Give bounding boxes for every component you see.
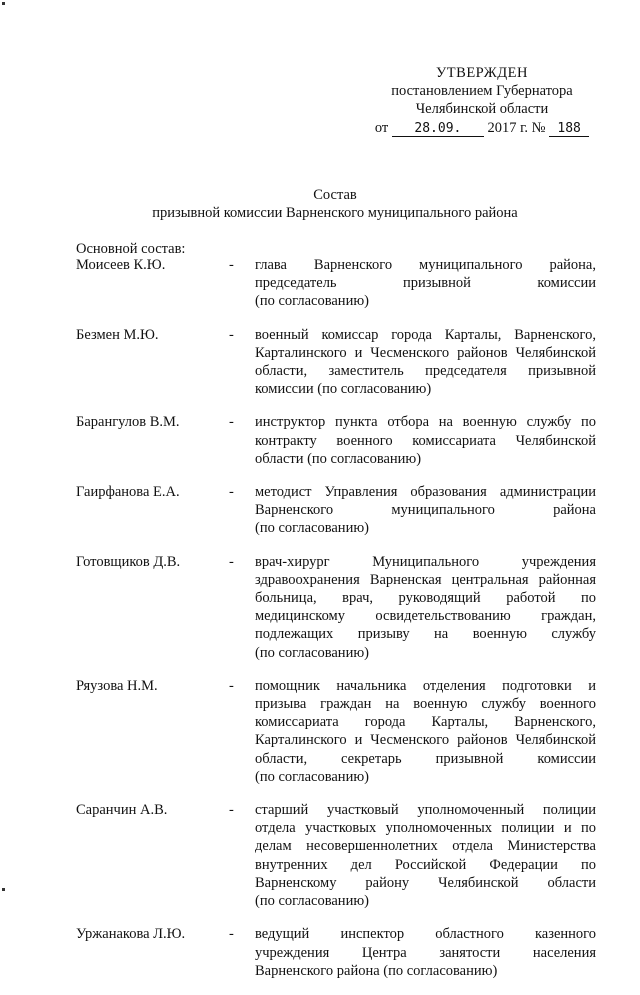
member-role-line: больница, врач, руководящий работой по — [255, 590, 596, 607]
member-role-line: призыва граждан на военную службу военного — [255, 696, 596, 713]
member-dash: - — [229, 257, 234, 273]
member-role-line: внутренних дел Российской Федерации по — [255, 856, 596, 873]
decree-number: 188 — [549, 121, 589, 137]
member-row — [76, 256, 596, 311]
member-role-line: области, заместитель председателя призывной — [255, 363, 596, 380]
member-role-line: комиссии (по согласованию) — [255, 381, 432, 398]
member-dash: - — [229, 484, 234, 501]
member-row — [76, 925, 596, 980]
approval-title: УТВЕРЖДЕН — [436, 65, 528, 81]
member-name: Готовщиков Д.В. — [76, 553, 181, 570]
document-subtitle: призывной комиссии Варненского муниципального района — [152, 205, 518, 222]
member-role-line: Варненского района (по согласованию) — [255, 962, 498, 979]
member-role-line: военный комиссар города Карталы, Варненского, — [255, 326, 596, 343]
member-role — [255, 326, 596, 399]
member-role — [255, 413, 596, 468]
year-text: 2017 г. № — [487, 119, 546, 136]
member-role-line: методист Управления образования администрации — [255, 484, 596, 501]
member-dash: - — [229, 677, 234, 694]
member-role-line: контракту военного комиссариата Челябинской — [255, 432, 596, 449]
member-name: Барангулов В.М. — [76, 414, 180, 431]
member-role-line: делам несовершеннолетних отдела Министерства — [255, 838, 596, 855]
member-role-line: области (по согласованию) — [255, 450, 422, 467]
member-row — [76, 553, 596, 662]
member-row — [76, 801, 596, 910]
member-role-line: Карталинского и Чесменского районов Челябинской — [255, 732, 596, 749]
date-value: 28.09. — [392, 121, 484, 137]
member-role-line: (по согласованию) — [255, 520, 369, 537]
member-role-line: старший участковый уполномоченный полиции — [255, 802, 596, 819]
approval-stamp — [372, 64, 592, 137]
member-role-line: (по согласованию) — [255, 768, 369, 785]
member-role-line: председатель призывной комиссии — [255, 275, 596, 292]
member-role-line: здравоохранения Варненская центральная районная — [255, 571, 596, 588]
scan-mark-bottom — [2, 888, 5, 891]
member-role-line: комиссариата города Карталы, Варненского, — [255, 714, 596, 731]
member-dash: - — [229, 326, 234, 343]
member-role-line: (по согласованию) — [255, 893, 369, 910]
member-dash: - — [229, 926, 234, 943]
member-name: Уржанакова Л.Ю. — [76, 926, 186, 943]
member-role-line: Варненского муниципального района — [255, 502, 596, 519]
scan-mark-top — [2, 2, 5, 5]
member-role-line: отдела участковых уполномоченных полиции и по — [255, 820, 596, 837]
member-name: Гаирфанова Е.А. — [76, 484, 180, 501]
member-dash: - — [229, 553, 234, 570]
member-role-line: области, секретарь призывной комиссии — [255, 750, 596, 767]
approval-date-line — [372, 119, 592, 137]
member-role — [255, 801, 596, 910]
document-title-block — [100, 186, 570, 222]
member-name: Ряузова Н.М. — [76, 677, 158, 694]
member-role-line: (по согласованию) — [255, 293, 369, 310]
member-role-line: медицинскому освидетельствованию граждан, — [255, 608, 596, 625]
member-role-line: (по согласованию) — [255, 644, 369, 661]
member-row — [76, 413, 596, 468]
member-role-line: инструктор пункта отбора на военную службу по — [255, 414, 596, 431]
member-role — [255, 925, 596, 980]
approval-line-2: Челябинской области — [415, 101, 549, 118]
member-role-line: Карталинского и Чесменского районов Челябинской — [255, 344, 596, 361]
member-role — [255, 483, 596, 538]
member-dash: - — [229, 414, 234, 431]
member-role — [255, 256, 596, 311]
member-role-line: глава Варненского муниципального района, — [255, 257, 596, 273]
section-label: Основной состав: — [76, 241, 186, 257]
member-dash: - — [229, 802, 234, 819]
member-name: Моисеев К.Ю. — [76, 257, 166, 273]
member-role-line: Варненскому району Челябинской области — [255, 874, 596, 891]
member-name: Безмен М.Ю. — [76, 326, 159, 343]
document-title: Состав — [313, 187, 357, 203]
member-role-line: ведущий инспектор областного казенного — [255, 926, 596, 943]
member-role — [255, 677, 596, 786]
approval-line-1: постановлением Губернатора — [391, 83, 573, 100]
member-row — [76, 677, 596, 786]
member-name: Саранчин А.В. — [76, 802, 168, 819]
date-prefix: от — [374, 119, 389, 136]
member-row — [76, 483, 596, 538]
member-role-line: помощник начальника отделения подготовки и — [255, 677, 596, 694]
members-list — [76, 256, 596, 995]
member-role-line: подлежащих призыву на военную службу — [255, 626, 596, 643]
member-role-line: учреждения Центра занятости населения — [255, 944, 596, 961]
member-role-line: врач-хирург Муниципального учреждения — [255, 553, 596, 570]
member-row — [76, 326, 596, 399]
member-role — [255, 553, 596, 662]
